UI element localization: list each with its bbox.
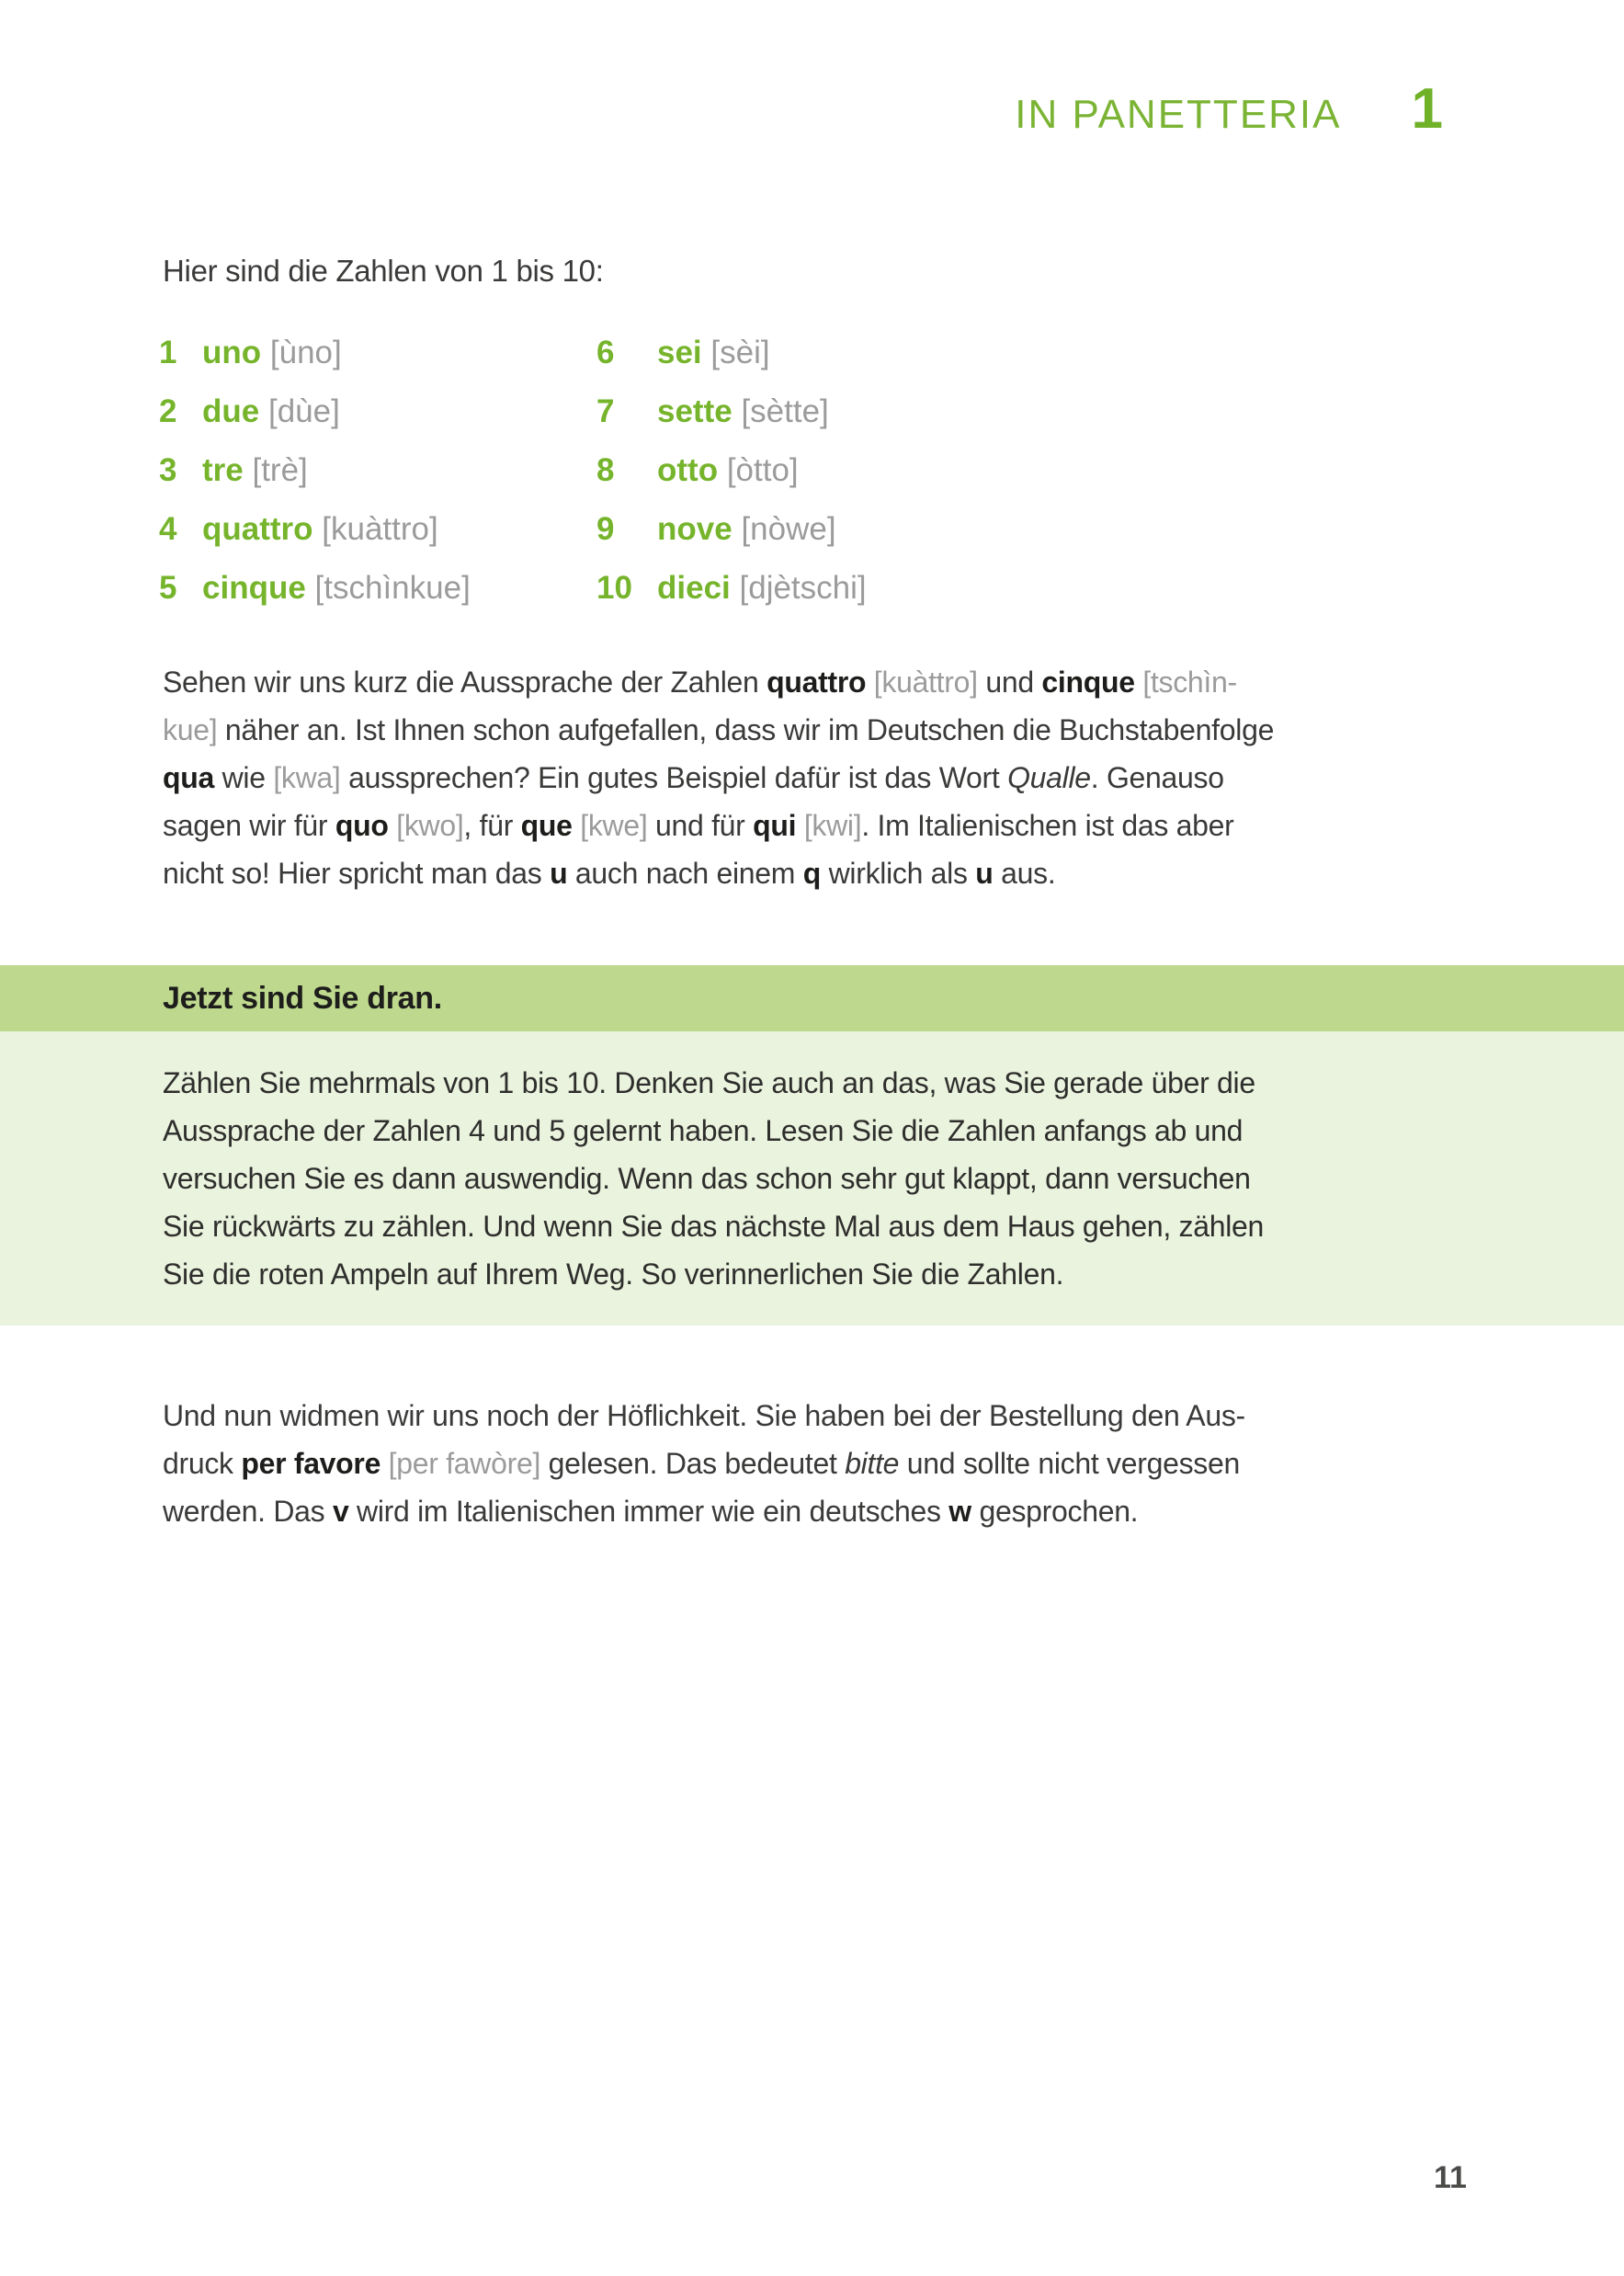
text-segment: , für — [463, 809, 521, 842]
text-segment: u — [550, 857, 568, 890]
number-row-1 — [159, 324, 471, 382]
exercise-text-line: Aussprache der Zahlen 4 und 5 gelernt haben. Lesen Sie die Zahlen anfangs ab und — [163, 1114, 1244, 1147]
intro-line: Hier sind die Zahlen von 1 bis 10: — [163, 254, 604, 288]
text-segment: w — [948, 1495, 971, 1528]
chapter-title: IN PANETTERIA — [1015, 92, 1342, 137]
exercise-body-band — [0, 1031, 1624, 1326]
pronunciation: [djètschi] — [739, 570, 867, 606]
text-segment: bitte — [845, 1447, 900, 1480]
number-digit: 6 — [596, 335, 615, 370]
text-segment: quo — [335, 809, 389, 842]
number-row-4 — [159, 500, 471, 559]
text-segment: wie — [214, 761, 274, 794]
text-segment: druck — [163, 1447, 242, 1480]
chapter-header — [1015, 77, 1443, 141]
paragraph-pronunciation — [163, 658, 1274, 897]
text-segment: cinque — [1041, 666, 1135, 699]
text-segment: auch nach einem — [567, 857, 803, 890]
pronunciation: [òtto] — [726, 452, 799, 488]
pronunciation: [sèi] — [710, 335, 770, 370]
text-segment: aussprechen? Ein gutes Beispiel dafür ist das Wort — [340, 761, 1008, 794]
text-segment: u — [975, 857, 994, 890]
text-segment: . Genauso — [1090, 761, 1224, 794]
text-segment: Sehen wir uns kurz die Aussprache der Zahlen — [163, 666, 767, 699]
text-segment: aus. — [993, 857, 1056, 890]
pronunciation: [tschìnkue] — [314, 570, 471, 606]
text-segment: [kuàttro] — [866, 666, 978, 699]
paragraph-politeness — [163, 1392, 1245, 1535]
pronunciation: [sètte] — [741, 393, 829, 429]
number-row-5 — [159, 559, 471, 618]
text-segment: qua — [163, 761, 214, 794]
italian-word: uno — [202, 335, 262, 370]
exercise-box — [0, 965, 1624, 1326]
number-row-8 — [596, 441, 867, 500]
italian-word: sette — [657, 393, 733, 429]
text-segment: [kwe] — [572, 809, 648, 842]
exercise-text-line: Sie die roten Ampeln auf Ihrem Weg. So verinnerlichen Sie die Zahlen. — [163, 1257, 1064, 1291]
italian-word: cinque — [202, 570, 306, 606]
number-digit: 4 — [159, 511, 177, 547]
text-segment: sagen wir für — [163, 809, 335, 842]
text-segment: q — [802, 857, 821, 890]
text-segment: per favore — [241, 1447, 381, 1480]
exercise-header-band — [0, 965, 1624, 1031]
number-digit: 7 — [596, 393, 615, 429]
exercise-text-line: Zählen Sie mehrmals von 1 bis 10. Denken Sie auch an das, was Sie gerade über die — [163, 1066, 1255, 1099]
text-segment: und für — [647, 809, 754, 842]
text-segment: näher an. Ist Ihnen schon aufgefallen, dass wir im Deutschen die Buchstabenfolge — [217, 713, 1275, 746]
number-row-2 — [159, 382, 471, 441]
italian-word: dieci — [657, 570, 731, 606]
number-digit: 10 — [596, 570, 632, 606]
text-segment: [kwo] — [388, 809, 464, 842]
number-digit: 9 — [596, 511, 615, 547]
italian-word: due — [202, 393, 260, 429]
text-segment: v — [332, 1495, 349, 1528]
exercise-text-line: Sie rückwärts zu zählen. Und wenn Sie das nächste Mal aus dem Haus gehen, zählen — [163, 1210, 1265, 1243]
pronunciation: [dùe] — [267, 393, 340, 429]
text-segment: [tschìn- — [1134, 666, 1237, 699]
text-segment: gelesen. Das bedeutet — [540, 1447, 846, 1480]
number-digit: 2 — [159, 393, 177, 429]
pronunciation: [ùno] — [269, 335, 342, 370]
text-segment: wird im Italienischen immer wie ein deutsches — [348, 1495, 949, 1528]
number-row-7 — [596, 382, 867, 441]
page-number: 11 — [1434, 2160, 1467, 2195]
numbers-column-1 — [159, 324, 471, 618]
text-segment: quattro — [767, 666, 867, 699]
exercise-title: Jetzt sind Sie dran. — [163, 981, 442, 1016]
text-segment: [kwi] — [796, 809, 862, 842]
pronunciation: [kuàttro] — [322, 511, 438, 547]
text-segment: gesprochen. — [971, 1495, 1139, 1528]
text-segment: . Im Italienischen ist das aber — [861, 809, 1234, 842]
number-row-9 — [596, 500, 867, 559]
text-segment: qui — [753, 809, 797, 842]
text-segment: und sollte nicht vergessen — [899, 1447, 1240, 1480]
exercise-text-line: versuchen Sie es dann auswendig. Wenn das schon sehr gut klappt, dann versuchen — [163, 1162, 1251, 1195]
text-segment: werden. Das — [163, 1495, 333, 1528]
text-segment: [per fawòre] — [380, 1447, 541, 1480]
italian-word: sei — [657, 335, 702, 370]
italian-word: otto — [657, 452, 719, 488]
text-segment: [kwa] — [273, 761, 341, 794]
text-segment: und — [977, 666, 1042, 699]
number-digit: 5 — [159, 570, 177, 606]
pronunciation: [trè] — [252, 452, 308, 488]
number-row-6 — [596, 324, 867, 382]
chapter-number: 1 — [1411, 77, 1443, 141]
number-row-10 — [596, 559, 867, 618]
italian-word: tre — [202, 452, 244, 488]
number-digit: 1 — [159, 335, 177, 370]
text-segment: que — [520, 809, 573, 842]
italian-word: quattro — [202, 511, 313, 547]
text-segment: Qualle — [1007, 761, 1091, 794]
text-segment: kue] — [163, 713, 218, 746]
numbers-column-2 — [596, 324, 867, 618]
number-digit: 3 — [159, 452, 177, 488]
number-row-3 — [159, 441, 471, 500]
pronunciation: [nòwe] — [741, 511, 836, 547]
italian-word: nove — [657, 511, 733, 547]
text-segment: Und nun widmen wir uns noch der Höflichkeit. Sie haben bei der Bestellung den Aus- — [163, 1399, 1245, 1432]
number-digit: 8 — [596, 452, 615, 488]
text-segment: nicht so! Hier spricht man das — [163, 857, 551, 890]
text-segment: wirklich als — [821, 857, 976, 890]
